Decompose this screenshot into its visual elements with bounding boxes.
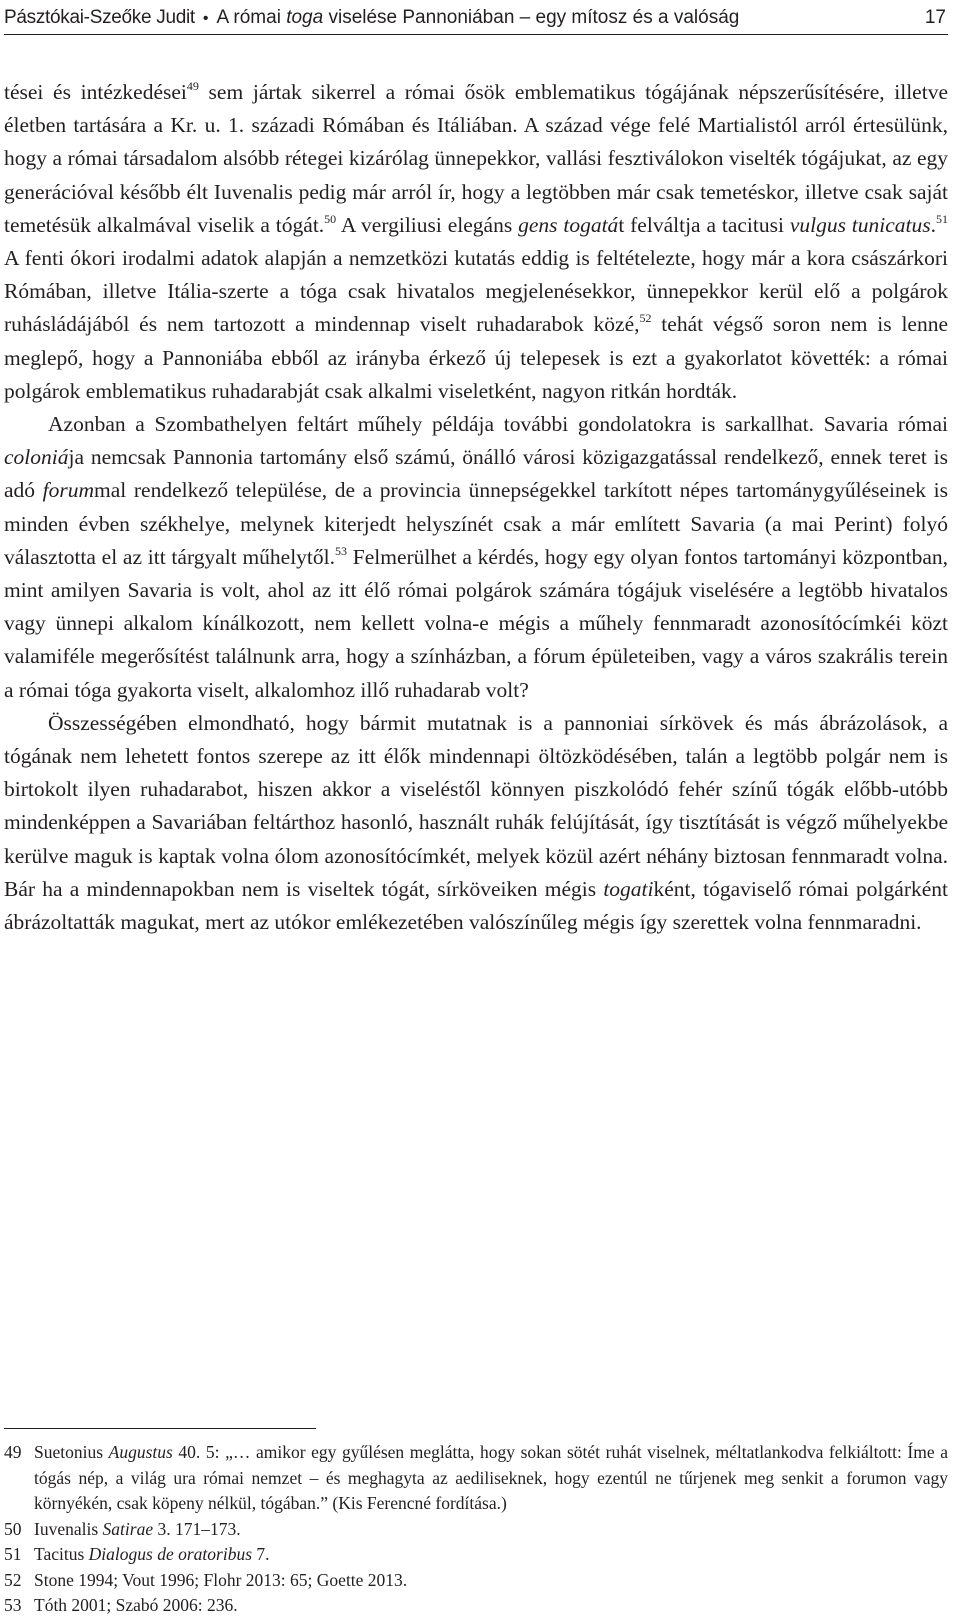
footnote-ref-49[interactable]: 49 xyxy=(186,79,199,93)
header-title: A római toga viselése Pannoniában – egy mítosz és a valóság xyxy=(216,7,740,28)
footnote-ref-52[interactable]: 52 xyxy=(639,311,652,326)
running-header xyxy=(4,4,948,32)
header-rule xyxy=(4,34,948,35)
paragraph-3: Összességében elmondható, hogy bármit mutatnak is a pannoniai sírkövek és más ábrázolások, a tógának nem lehetett fontos szerepe az itt élők mindennapi öltözködésében, talán a legtöbb polgár nem is birtokolt ilyen ruhadarabot, hiszen akkor a viseléstől könnyen piszkolódó fehér színű tógák előbb-utóbb mindenképpen a Savariában feltárthoz hasonló, használt ruhák felújítását, így tisztítását is végző műhelyekbe kerülve maguk is kaptak volna ólom azonosítócímkét, melyek közül azért néhány biztosan fennmaradt volna. Bár ha a mindennapokban nem is viseltek tógát, sírköveiken mégis togatiként, tógaviselő római polgárként ábrázoltatták magukat, mert az utókor emlékezetében valószínűleg mégis így szerettek volna fennmaradni. xyxy=(4,710,948,935)
footnote-ref-53[interactable]: 53 xyxy=(335,543,348,558)
paragraph-2: Azonban a Szombathelyen feltárt műhely példája további gondolatokra is sarkallhat. Savaria római coloniája nemcsak Pannonia tartomány első számú, önálló városi közigazgatással rendelkező, ennek teret is adó forummal rendelkező települése, de a provincia ünnepségekkel tarkított népes tartománygyűléseinek is minden évben székhelye, melynek kiterjedt helyszínét csak a már említett Savaria (a mai Perint) folyó választotta el az itt tárgyalt műhelytől.$^{53}$ Felmerülhet a kérdés, hogy egy olyan fontos tartományi központban, mint amilyen Savaria is volt, ahol az itt élő római polgárok számára tógájuk viselésére a legtöbb hivatalos vagy ünnepi alkalom kínálkozott, nem kellett volna-e mégis a műhely fennmaradt azonosítócímkéi közt valamiféle megerősítést találnunk arra, hogy a színházban, a fórum épületeiben, vagy a város szakrális terein a római tóga gyakorta viselt, alkalomhoz illő ruhadarab volt? xyxy=(4,412,948,702)
header-author: Pásztókai-Szeőke Judit xyxy=(4,7,195,28)
footnote-ref-50[interactable]: 50 xyxy=(324,211,337,226)
page-number: 17 xyxy=(924,7,946,28)
paragraph-1: tései és intézkedései$^{49}$ sem jártak sikerrel a római ősök emblematikus tógájának népszerűsítésére, illetve életben tartására a Kr. u. 1. századi Rómában és Itáliában. A század vége felé Martialistól arról értesülünk, hogy a római társadalom alsóbb rétegei kizárólag ünnepekkor, vallási fesztiválokon viselték tógájukat, az egy generációval később élt Iuvenalis pedig már arról ír, hogy a legtöbben már csak temetéskor, illetve csak saját temetésük alkalmával viselik a tógát.$^{50}$ A vergiliusi elegáns gens togatát felváltja a tacitusi vulgus tunicatus.$^{51}$ A fenti ókori irodalmi adatok alapján a nemzetközi kutatás eddig is feltételezte, hogy már a kora császárkori Rómában, illetve Itália-szerte a tóga csak hivatalos megjelenésekkor, ünnepekkor kerül elő a polgárok ruhásládájából és nem tartozott a mindennap viselt ruhadarabok közé,$^{52}$ tehát végső soron nem is lenne meglepő, hogy a Pannoniába ebből az irányba érkező új telepesek is ezt a gyakorlatot követték: a római polgárok emblematikus ruhadarabját csak alkalmi viseletként, nagyon ritkán hordták. xyxy=(4,79,949,403)
footnote-52: 52 Stone 1994; Vout 1996; Flohr 2013: 65; Goette 2013. xyxy=(4,1569,408,1590)
bullet-separator: • xyxy=(202,10,209,27)
footnote-51: 51 Tacitus Dialogus de oratoribus 7. xyxy=(4,1544,270,1564)
footnote-53: 53 Tóth 2001; Szabó 2006: 236. xyxy=(4,1595,238,1615)
footnote-rule xyxy=(4,1428,316,1429)
footnote-ref-51[interactable]: 51 xyxy=(936,211,949,226)
body-text xyxy=(4,76,948,939)
footnote-50: 50 Iuvenalis Satirae 3. 171–173. xyxy=(4,1518,241,1539)
footnotes xyxy=(4,1440,948,1619)
footnote-49: 49 Suetonius Augustus 40. 5: „… amikor egy gyűlésen meglátta, hogy sokan sötét ruhát viselnek, méltatlankodva felkiáltott: Íme a tógás nép, a világ ura római nemzet – és meghagyta az aediliseknek, hogy ezentúl ne tűrjenek meg senkit a forumon vagy környékén, csak köpeny nélkül, tógában.” (Kis Ferencné fordítása.) xyxy=(4,1442,948,1513)
